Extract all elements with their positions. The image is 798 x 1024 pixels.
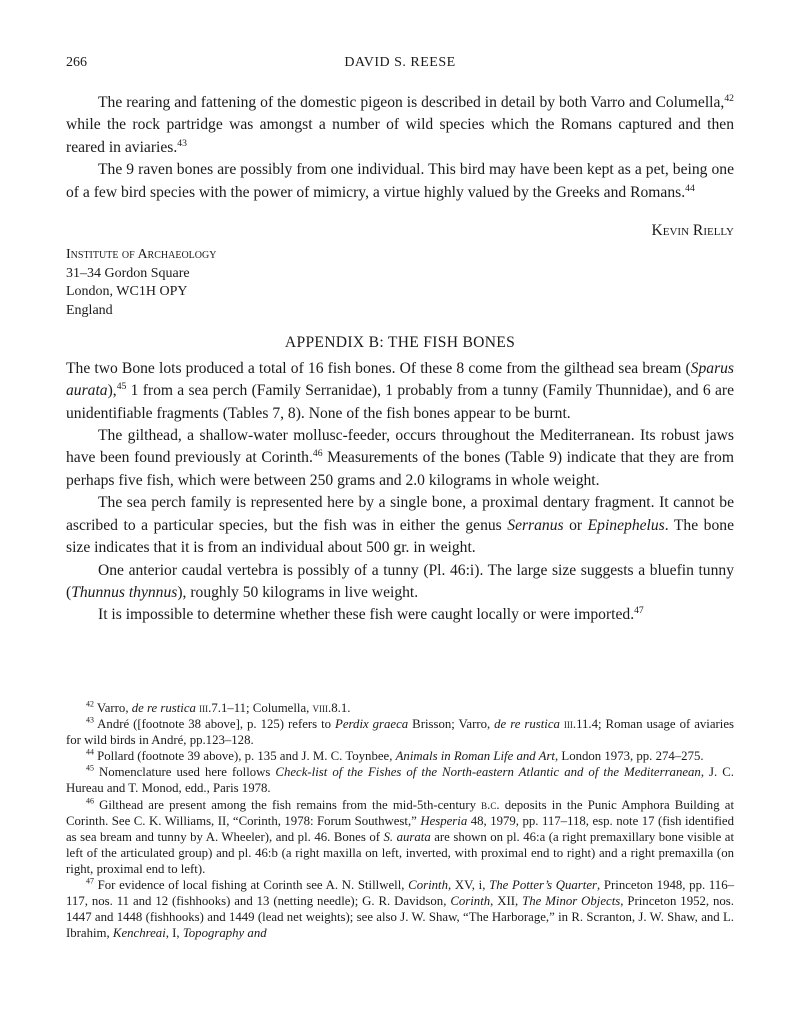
text-run: Varro, bbox=[93, 701, 132, 715]
footnote bbox=[66, 748, 734, 764]
address-line: London, WC1H OPY bbox=[66, 284, 188, 300]
text-run: The 9 raven bones are possibly from one individual. This bird may have been kept as a pet, being one of a few bird species with the power of mimicry, a virtue highly valued by the Greeks and Romans. bbox=[66, 161, 734, 201]
appendix-paragraph bbox=[66, 560, 734, 605]
text-run: iii bbox=[199, 701, 209, 715]
text-run: . The bone size indicates that it is from an individual about 500 gr. in weight. bbox=[66, 516, 734, 557]
italic-text: de re rustica bbox=[494, 717, 560, 732]
text-run: , London 1973, pp. 274–275. bbox=[554, 749, 704, 764]
text-run: 1 from a sea perch (Family Serranidae), 1 probably from a tunny (Family Thunnidae), and 6 are unidentifiable fragments (Tables 7, 8). None of the fish bones appear to be burnt. bbox=[66, 382, 734, 422]
footnote-ref: 47 bbox=[634, 605, 644, 617]
footnote-ref: 43 bbox=[86, 715, 94, 725]
text-run: , J. C. Hureau and T. Monod, edd., Paris 1978. bbox=[66, 765, 734, 796]
text-run: Pollard (footnote 39 above), p. 135 and J. M. C. Toynbee, bbox=[93, 749, 396, 764]
footnotes bbox=[66, 700, 734, 941]
text-run: One anterior caudal vertebra is possibly of a tunny (Pl. 46:i). The large size suggests a bluefin tunny ( bbox=[66, 561, 734, 601]
italic-text: Corinth bbox=[408, 878, 448, 893]
text-run: , XII, bbox=[490, 894, 523, 909]
text-run: The rearing and fattening of the domestic pigeon is described in detail by both Varro and Columella, bbox=[98, 94, 725, 111]
text-run: deposits in the Punic Amphora Building at Corinth. See C. K. Williams, II, “Corinth, 1978: Forum Southwest,” bbox=[66, 797, 734, 828]
italic-text: Sparus aurata bbox=[66, 359, 734, 400]
text-run: .8.1. bbox=[328, 701, 351, 715]
text-run: , Princeton 1952, nos. 1447 and 1448 (fishhooks) and 1449 (lead net weights); see also J. W. Shaw, “The Harborage,” in R. Scranton, J. W. Shaw, and L. Ibrahim, bbox=[66, 894, 734, 941]
text-run: or bbox=[563, 516, 588, 534]
italic-text: The Potter’s Quarter bbox=[489, 878, 598, 893]
italic-text: Topography and bbox=[182, 926, 267, 941]
text-run: iii bbox=[563, 717, 573, 732]
italic-text: de re rustica bbox=[131, 701, 196, 715]
footnote-ref: 45 bbox=[116, 381, 127, 393]
main-text bbox=[66, 92, 734, 627]
footnote-ref: 45 bbox=[86, 764, 94, 774]
footnote-ref: 47 bbox=[86, 876, 94, 886]
italic-text: Animals in Roman Life and Art bbox=[395, 749, 555, 764]
text-run: b.c. bbox=[481, 797, 500, 812]
footnote-ref: 42 bbox=[86, 699, 94, 709]
italic-text: S. aurata bbox=[383, 829, 431, 844]
italic-text: Hesperia bbox=[420, 813, 468, 828]
italic-text: Serranus bbox=[507, 516, 564, 534]
italic-text: Perdix graeca bbox=[335, 717, 409, 732]
appendix-paragraph bbox=[66, 492, 734, 559]
italic-text: The Minor Objects bbox=[522, 894, 621, 909]
text-run: Nomenclature used here follows bbox=[93, 765, 276, 780]
text-run: .7.1–11; Columella, bbox=[208, 701, 313, 715]
text-run: The sea perch family is represented here by a single bone, a proximal dentary fragment. It cannot be ascribed to a particular species, but the fish was in either the genus bbox=[66, 494, 734, 534]
footnote bbox=[66, 700, 734, 716]
appendix-title: APPENDIX B: THE FISH BONES bbox=[284, 334, 516, 352]
text-run: .11.4; Roman usage of aviaries for wild birds in André, pp.123–128. bbox=[66, 717, 734, 748]
footnote-ref: 44 bbox=[685, 182, 695, 194]
text-run: It is impossible to determine whether these fish were caught locally or were imported. bbox=[98, 606, 635, 624]
running-header bbox=[66, 55, 734, 73]
appendix-body bbox=[66, 358, 734, 627]
appendix-paragraph bbox=[66, 358, 734, 425]
footnote-ref: 46 bbox=[312, 448, 323, 460]
text-run: , Princeton 1948, pp. 116–117, nos. 11 and 12 (fishhooks) and 13 (netting needle); G. R. Davidson, bbox=[66, 878, 734, 909]
footnote bbox=[66, 716, 734, 748]
text-run: For evidence of local fishing at Corinth see A. N. Stillwell, bbox=[93, 878, 409, 893]
address-line: 31–34 Gordon Square bbox=[66, 265, 190, 281]
text-run: The two Bone lots produced a total of 16 fish bones. Of these 8 come from the gilthead sea bream ( bbox=[66, 359, 691, 377]
author-address bbox=[66, 246, 734, 320]
appendix-paragraph bbox=[66, 604, 734, 626]
running-head: DAVID S. REESE bbox=[344, 55, 456, 70]
text-run: , I, bbox=[165, 926, 183, 941]
page-number: 266 bbox=[66, 55, 87, 70]
text-run: 48, 1979, pp. 117–118, esp. note 17 (fish identified as sea bream and tunny by A. Wheeler), and pl. 46. Bones of bbox=[66, 813, 734, 844]
italic-text: Thunnus thynnus bbox=[71, 583, 178, 601]
footnote-ref: 46 bbox=[86, 796, 94, 806]
appendix-paragraph bbox=[66, 425, 734, 492]
text-run: ), bbox=[107, 382, 117, 400]
body-paragraph bbox=[66, 92, 734, 159]
address-institution: Institute of Archaeology bbox=[66, 247, 217, 263]
italic-text: Kenchreai bbox=[112, 926, 166, 941]
text-run: ), roughly 50 kilograms in live weight. bbox=[177, 583, 419, 601]
italic-text: Corinth bbox=[450, 894, 491, 909]
body-paragraph bbox=[66, 159, 734, 204]
footnote-ref: 42 bbox=[724, 92, 734, 104]
author-signature: Kevin Rielly bbox=[651, 222, 734, 240]
italic-text: Check-list of the Fishes of the North-eastern Atlantic and of the Mediterranean bbox=[275, 765, 701, 780]
footnote-ref: 43 bbox=[177, 137, 187, 149]
text-run: are shown on pl. 46:a (a right premaxillary bone visible at left of the articulated group) and pl. 46:b (a right maxilla on left, inverted, with proximal end to right) and a right premaxilla (on right, proximal end to left). bbox=[66, 829, 734, 876]
text-run: André ([footnote 38 above], p. 125) refers to bbox=[93, 717, 336, 732]
text-run: Brisson; Varro, bbox=[408, 717, 495, 732]
text-run: , XV, i, bbox=[448, 878, 490, 893]
article-end-paragraphs bbox=[66, 92, 734, 204]
text-run: viii bbox=[312, 701, 329, 715]
footnote-ref: 44 bbox=[86, 748, 94, 758]
italic-text: Epinephelus bbox=[587, 516, 665, 534]
footnote bbox=[66, 797, 734, 877]
text-run: while the rock partridge was amongst a number of wild species which the Romans captured and then reared in aviaries. bbox=[66, 116, 734, 156]
address-line: England bbox=[66, 302, 113, 318]
footnote bbox=[66, 877, 734, 941]
text-run: Measurements of the bones (Table 9) indicate that they are from perhaps five fish, which were between 250 grams and 2.0 kilograms in whole weight. bbox=[66, 449, 734, 489]
text-run: The gilthead, a shallow-water mollusc-feeder, occurs throughout the Mediterranean. Its robust jaws have been found previously at Corinth. bbox=[66, 427, 734, 467]
text-run: Gilthead are present among the fish remains from the mid-5th-century bbox=[93, 797, 482, 812]
footnote bbox=[66, 764, 734, 796]
